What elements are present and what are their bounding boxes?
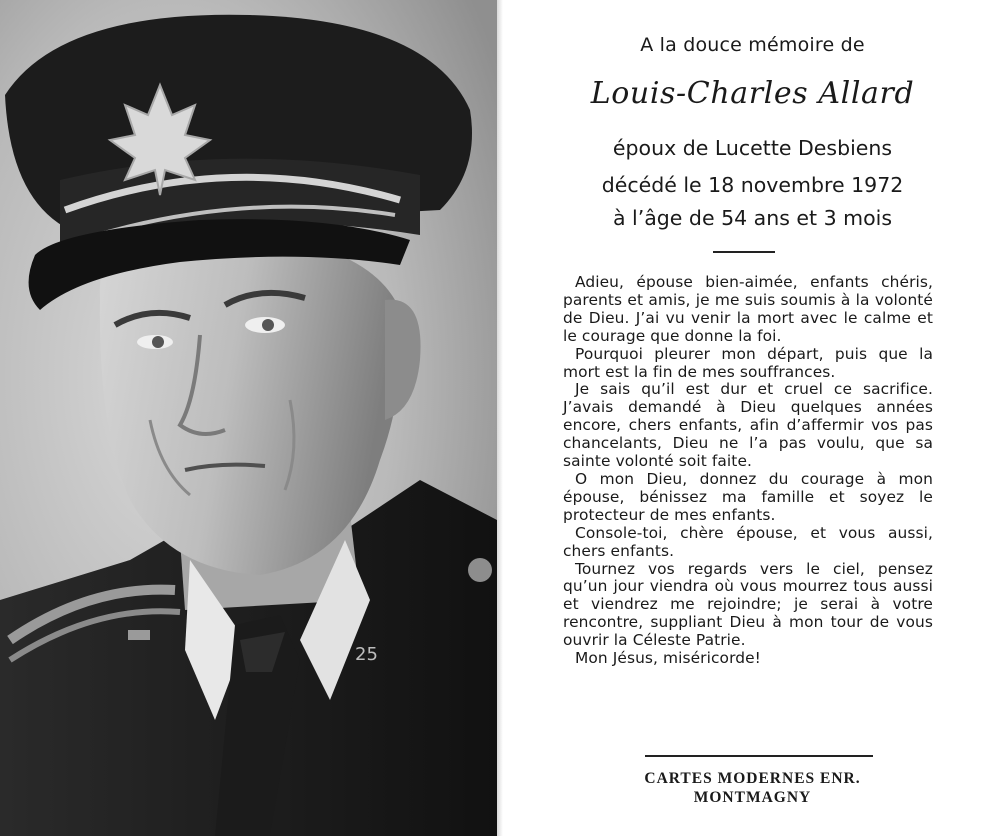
portrait-photo <box>0 0 497 836</box>
farewell-paragraph: O mon Dieu, donnez du courage à mon épouse, bénissez ma famille et soyez le protecteur de mes enfants. <box>563 469 933 524</box>
farewell-paragraph: Pourquoi pleurer mon départ, puis que la mort est la fin de mes souffrances. <box>563 344 933 381</box>
divider-long <box>645 755 873 757</box>
spouse-line: époux de Lucette Desbiens <box>612 136 893 160</box>
farewell-paragraph: Tournez vos regards vers le ciel, pensez qu’un jour viendra où vous mourrez tous aussi et viendrez me rejoindre; je serai à votre rencontre, suppliant Dieu à mon tour de vous ouvrir la Céleste Patrie. <box>563 559 933 650</box>
photo-edge <box>497 0 503 836</box>
publisher-city: MONTMAGNY <box>693 789 812 806</box>
memorial-card-text <box>505 0 1000 836</box>
farewell-paragraph: Adieu, épouse bien-aimée, enfants chéris, parents et amis, je me suis soumis à la volonté de Dieu. J’ai vu venir la mort avec le calme et le courage que donne la foi. <box>563 273 933 345</box>
age-line: à l’âge de 54 ans et 3 mois <box>612 206 893 230</box>
farewell-paragraph: Mon Jésus, miséricorde! <box>575 649 761 668</box>
death-date-line: décédé le 18 novembre 1972 <box>601 173 904 197</box>
collar-insignia: 25 <box>355 644 378 665</box>
farewell-paragraph: Je sais qu’il est dur et cruel ce sacrifice. J’avais demandé à Dieu quelques années encore, chers enfants, afin d’affermir vos pas chancelants, Dieu ne l’a pas voulu, que sa sainte volonté soit faite. <box>563 380 933 471</box>
publisher-name: CARTES MODERNES ENR. <box>644 770 861 787</box>
farewell-paragraph: Console-toi, chère épouse, et vous aussi, chers enfants. <box>563 523 933 560</box>
memory-heading: A la douce mémoire de <box>640 34 865 56</box>
divider-short <box>713 251 775 253</box>
deceased-name: Louis-Charles Allard <box>590 76 915 111</box>
farewell-text <box>563 274 933 668</box>
portrait-illustration <box>0 0 497 836</box>
